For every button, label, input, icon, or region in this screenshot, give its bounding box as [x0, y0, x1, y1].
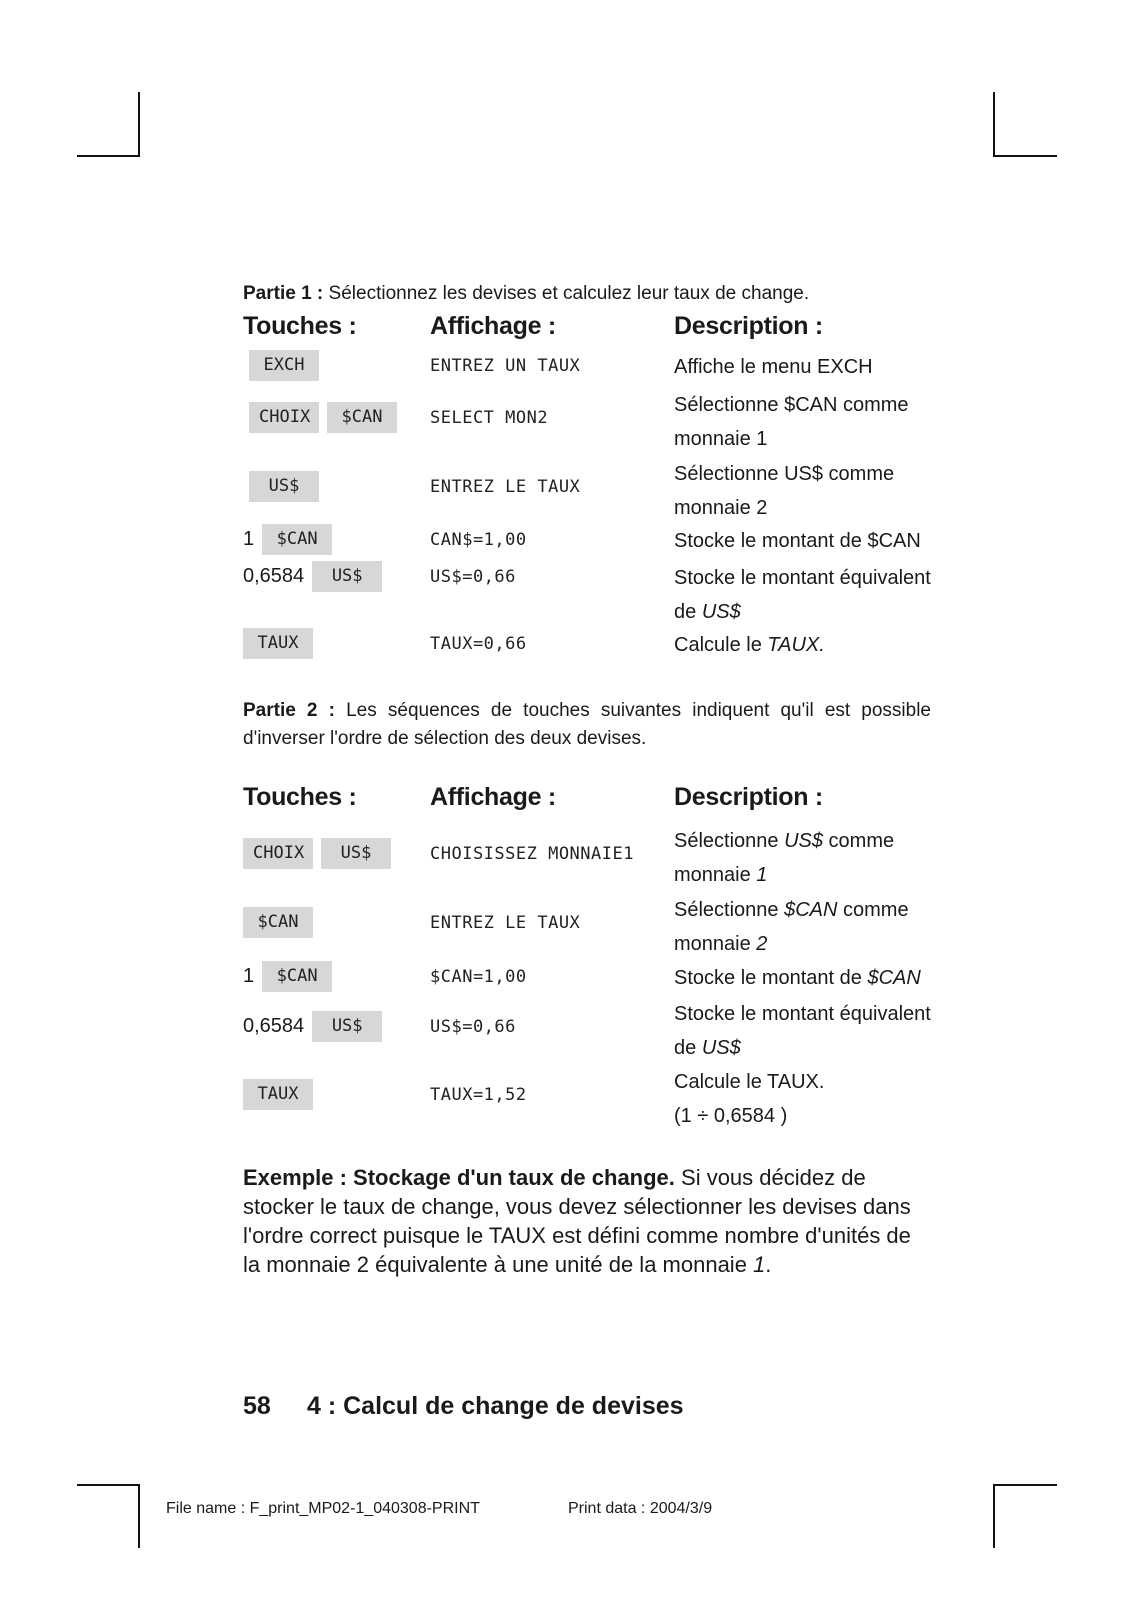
- crop-mark-bottom-right-horizontal: [993, 1484, 1057, 1486]
- key-can[interactable]: $CAN: [262, 961, 332, 992]
- print-date: Print data : 2004/3/9: [568, 1500, 713, 1517]
- lcd-display: TAUX=1,52: [430, 1085, 527, 1105]
- header-keys: Touches :: [243, 783, 357, 811]
- desc-text: Sélectionne: [674, 899, 785, 921]
- crop-mark-top-left-vertical: [138, 92, 140, 156]
- lcd-display: ENTREZ LE TAUX: [430, 477, 581, 497]
- desc-text: de: [674, 1037, 702, 1059]
- desc-italic: US$: [701, 601, 741, 623]
- key-can[interactable]: $CAN: [243, 907, 313, 938]
- lcd-display: US$=0,66: [430, 567, 516, 587]
- lcd-display: $CAN=1,00: [430, 967, 527, 987]
- desc-line: Calcule le TAUX.: [674, 1071, 825, 1093]
- table1-headers: [243, 312, 931, 346]
- header-description: Description :: [674, 312, 823, 340]
- row-description: [674, 997, 939, 1065]
- key-choix[interactable]: CHOIX: [249, 402, 319, 433]
- desc-text: monnaie: [674, 933, 757, 955]
- print-filename: File name : F_print_MP02-1_040308-PRINT: [166, 1500, 480, 1517]
- row-description: [674, 628, 939, 662]
- part1-label: Partie 1 :: [243, 283, 324, 304]
- row-description: Affiche le menu EXCH: [674, 356, 873, 378]
- lcd-display: US$=0,66: [430, 1017, 516, 1037]
- desc-line: Sélectionne US$ comme: [674, 463, 895, 485]
- row-description: [674, 561, 939, 629]
- desc-line: Stocke le montant équivalent: [674, 567, 931, 589]
- part1-intro: [243, 280, 931, 308]
- desc-italic: 2: [756, 933, 768, 955]
- desc-line: Stocke le montant équivalent: [674, 1003, 931, 1025]
- row-description: [674, 457, 939, 525]
- header-description: Description :: [674, 783, 823, 811]
- key-taux[interactable]: TAUX: [243, 1079, 313, 1110]
- lcd-display: TAUX=0,66: [430, 634, 527, 654]
- key-us[interactable]: US$: [312, 561, 382, 592]
- crop-mark-bottom-left-vertical: [138, 1484, 140, 1548]
- key-can[interactable]: $CAN: [327, 402, 397, 433]
- header-display: Affichage :: [430, 783, 556, 811]
- row-description: Stocke le montant de $CAN: [674, 530, 921, 552]
- crop-mark-bottom-right-vertical: [993, 1484, 995, 1548]
- crop-mark-top-right-vertical: [993, 92, 995, 156]
- desc-line: [674, 1031, 939, 1065]
- key-exch[interactable]: EXCH: [249, 350, 319, 381]
- desc-text: monnaie: [674, 864, 757, 886]
- desc-italic: $CAN: [784, 899, 838, 921]
- part2-text: Les séquences de touches suivantes indiquent qu'il est possible d'inverser l'ordre de sélection des deux devises.: [243, 700, 932, 749]
- desc-line: [674, 893, 939, 927]
- desc-text: Stocke le montant de: [674, 967, 868, 989]
- key-us[interactable]: US$: [321, 838, 391, 869]
- desc-italic: US$: [784, 830, 823, 852]
- desc-italic: US$: [701, 1037, 741, 1059]
- row-description: [674, 388, 939, 456]
- entry-value: 1: [243, 965, 255, 987]
- part1-text: Sélectionnez les devises et calculez leur taux de change.: [328, 283, 810, 304]
- desc-text: de: [674, 601, 702, 623]
- crop-mark-bottom-left-horizontal: [77, 1484, 140, 1486]
- header-display: Affichage :: [430, 312, 556, 340]
- desc-line: [674, 858, 939, 892]
- key-us[interactable]: US$: [312, 1011, 382, 1042]
- example-label: Exemple : Stockage d'un taux de change.: [243, 1165, 675, 1190]
- desc-line: monnaie 1: [674, 428, 768, 450]
- desc-italic: TAUX.: [767, 634, 825, 656]
- table2-headers: [243, 783, 931, 817]
- header-keys: Touches :: [243, 312, 357, 340]
- example-text: Si vous décidez de stocker le taux de change, vous devez sélectionner les devises dans l'ordre correct puisque le TAUX est défini comme nombre d'unités de la monnaie 2 équivalente à une unité de la monnaie: [243, 1165, 911, 1277]
- desc-italic: $CAN: [867, 967, 921, 989]
- desc-line: [674, 927, 939, 961]
- page-number: 58: [243, 1392, 271, 1420]
- desc-text: comme: [837, 899, 909, 921]
- lcd-display: ENTREZ LE TAUX: [430, 913, 581, 933]
- desc-text: Calcule le: [674, 634, 768, 656]
- key-choix[interactable]: CHOIX: [243, 838, 313, 869]
- desc-line: Sélectionne $CAN comme: [674, 394, 909, 416]
- example-period: .: [765, 1252, 772, 1277]
- entry-value: 0,6584: [243, 1015, 305, 1037]
- key-can[interactable]: $CAN: [262, 524, 332, 555]
- chapter-title: 4 : Calcul de change de devises: [307, 1392, 684, 1420]
- row-description: [674, 1065, 939, 1133]
- row-description: [674, 961, 939, 995]
- desc-text: Sélectionne: [674, 830, 785, 852]
- example-paragraph: [243, 1163, 933, 1279]
- example-italic: 1: [753, 1252, 766, 1277]
- page-footer-title: [243, 1392, 684, 1421]
- entry-value: 0,6584: [243, 565, 305, 587]
- lcd-display: SELECT MON2: [430, 408, 549, 428]
- desc-line: monnaie 2: [674, 497, 768, 519]
- desc-line: [674, 595, 939, 629]
- part2-label: Partie 2 :: [243, 700, 335, 721]
- key-us[interactable]: US$: [249, 471, 319, 502]
- entry-value: 1: [243, 528, 255, 550]
- desc-italic: 1: [756, 864, 768, 886]
- desc-line: (1 ÷ 0,6584 ): [674, 1105, 788, 1127]
- row-description: [674, 893, 939, 961]
- part2-intro: [243, 697, 931, 753]
- desc-line: [674, 824, 939, 858]
- desc-text: comme: [822, 830, 895, 852]
- key-taux[interactable]: TAUX: [243, 628, 313, 659]
- row-description: [674, 824, 939, 892]
- crop-mark-top-left-horizontal: [77, 155, 140, 157]
- crop-mark-top-right-horizontal: [993, 155, 1057, 157]
- lcd-display: CHOISISSEZ MONNAIE1: [430, 844, 634, 864]
- lcd-display: ENTREZ UN TAUX: [430, 356, 581, 376]
- lcd-display: CAN$=1,00: [430, 530, 527, 550]
